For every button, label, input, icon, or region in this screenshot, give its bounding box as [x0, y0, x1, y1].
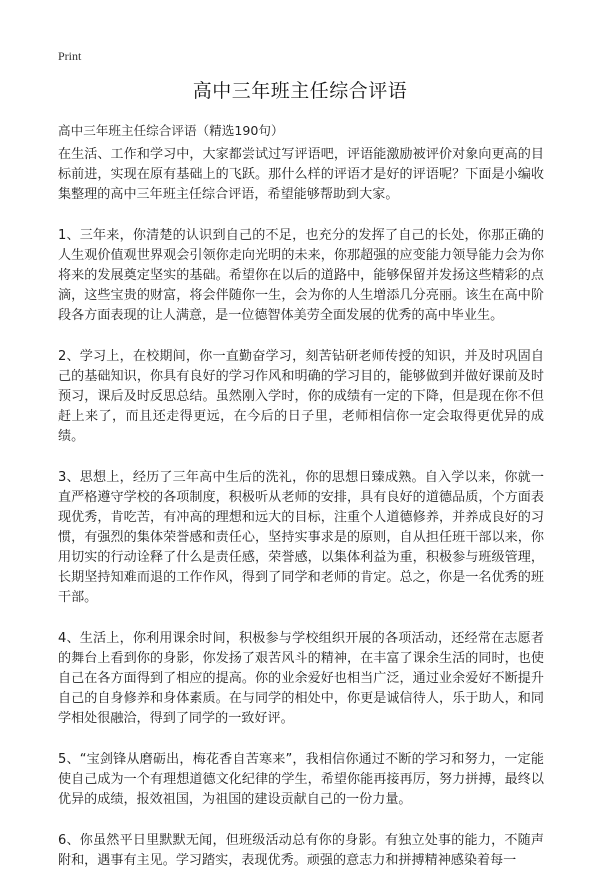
- comment-paragraph-4: 4、生活上，你利用课余时间，积极参与学校组织开展的各项活动，还经常在志愿者的舞台上看到你的身影，你发扬了艰苦风斗的精神，在丰富了课余生活的同时，也使自己在各方面得到了相应的提高。你的业余爱好也相当广泛，通过业余爱好不断提升自己的自身修养和身体素质。在与同学的相处中，你更是诚信待人，乐于助人，和同学相处很融洽，得到了同学的一致好评。: [58, 631, 544, 726]
- comment-paragraph-6: 6、你虽然平日里默默无闻，但班级活动总有你的身影。有独立处事的能力，不随声附和，遇事有主见。学习踏实，表现优秀。顽强的意志力和拼搏精神感染着每一: [58, 833, 544, 868]
- print-link[interactable]: Print: [58, 49, 82, 63]
- comment-paragraph-3: 3、思想上，经历了三年高中生后的洗礼，你的思想日臻成熟。自入学以来，你就一直严格遵守学校的各项制度，积极听从老师的安排，具有良好的道德品质，个方面表现优秀，肯吃苦，有冲高的理想和远大的目标，注重个人道德修养，并养成良好的习惯，有强烈的集体荣誉感和责任心，坚持实事求是的原则，自从担任班干部以来，你用切实的行动诠释了什么是责任感，荣誉感，以集体利益为重，积极参与班级管理，长期坚持知难而退的工作作风，得到了同学和老师的肯定。总之，你是一名优秀的班干部。: [58, 470, 544, 605]
- comment-paragraph-2: 2、学习上，在校期间，你一直勤奋学习，刻苦钻研老师传授的知识，并及时巩固自己的基础知识，你具有良好的学习作风和明确的学习目的，能够做到并做好课前及时预习，课后及时反思总结。虽然刚入学时，你的成绩有一定的下降，但是现在你不但赶上来了，而且还走得更远，在今后的日子里，老师相信你一定会取得更优异的成绩。: [58, 349, 544, 444]
- article-subtitle: 高中三年班主任综合评语（精选190句）: [58, 123, 284, 138]
- comment-paragraph-1: 1、三年来，你清楚的认识到自己的不足，也充分的发挥了自己的长处，你那正确的人生观价值观世界观会引领你走向光明的未来，你那超强的应变能力领导能力会为你将来的发展奠定坚实的基础。希望你在以后的道路中，能够保留并发扬这些精彩的点滴，这些宝贵的财富，将会伴随你一生，会为你的人生增添几分亮丽。该生在高中阶段各方面表现的让人满意，是一位德智体美劳全面发展的优秀的高中毕业生。: [58, 228, 544, 323]
- intro-paragraph: 在生活、工作和学习中，大家都尝试过写评语吧，评语能激励被评价对象向更高的目标前进，实现在原有基础上的飞跃。那什么样的评语才是好的评语呢？下面是小编收集整理的高中三年班主任综合评语，希望能够帮助到大家。: [58, 147, 544, 202]
- comment-paragraph-5: 5、“宝剑锋从磨砺出，梅花香自苦寒来”，我相信你通过不断的学习和努力，一定能使自己成为一个有理想道德文化纪律的学生，希望你能再接再厉，努力拼搏，最终以优异的成绩，报效祖国，为祖国的建设贡献自己的一份力量。: [58, 752, 544, 807]
- article-body: [58, 145, 544, 892]
- page-title: 高中三年班主任综合评语: [192, 80, 408, 102]
